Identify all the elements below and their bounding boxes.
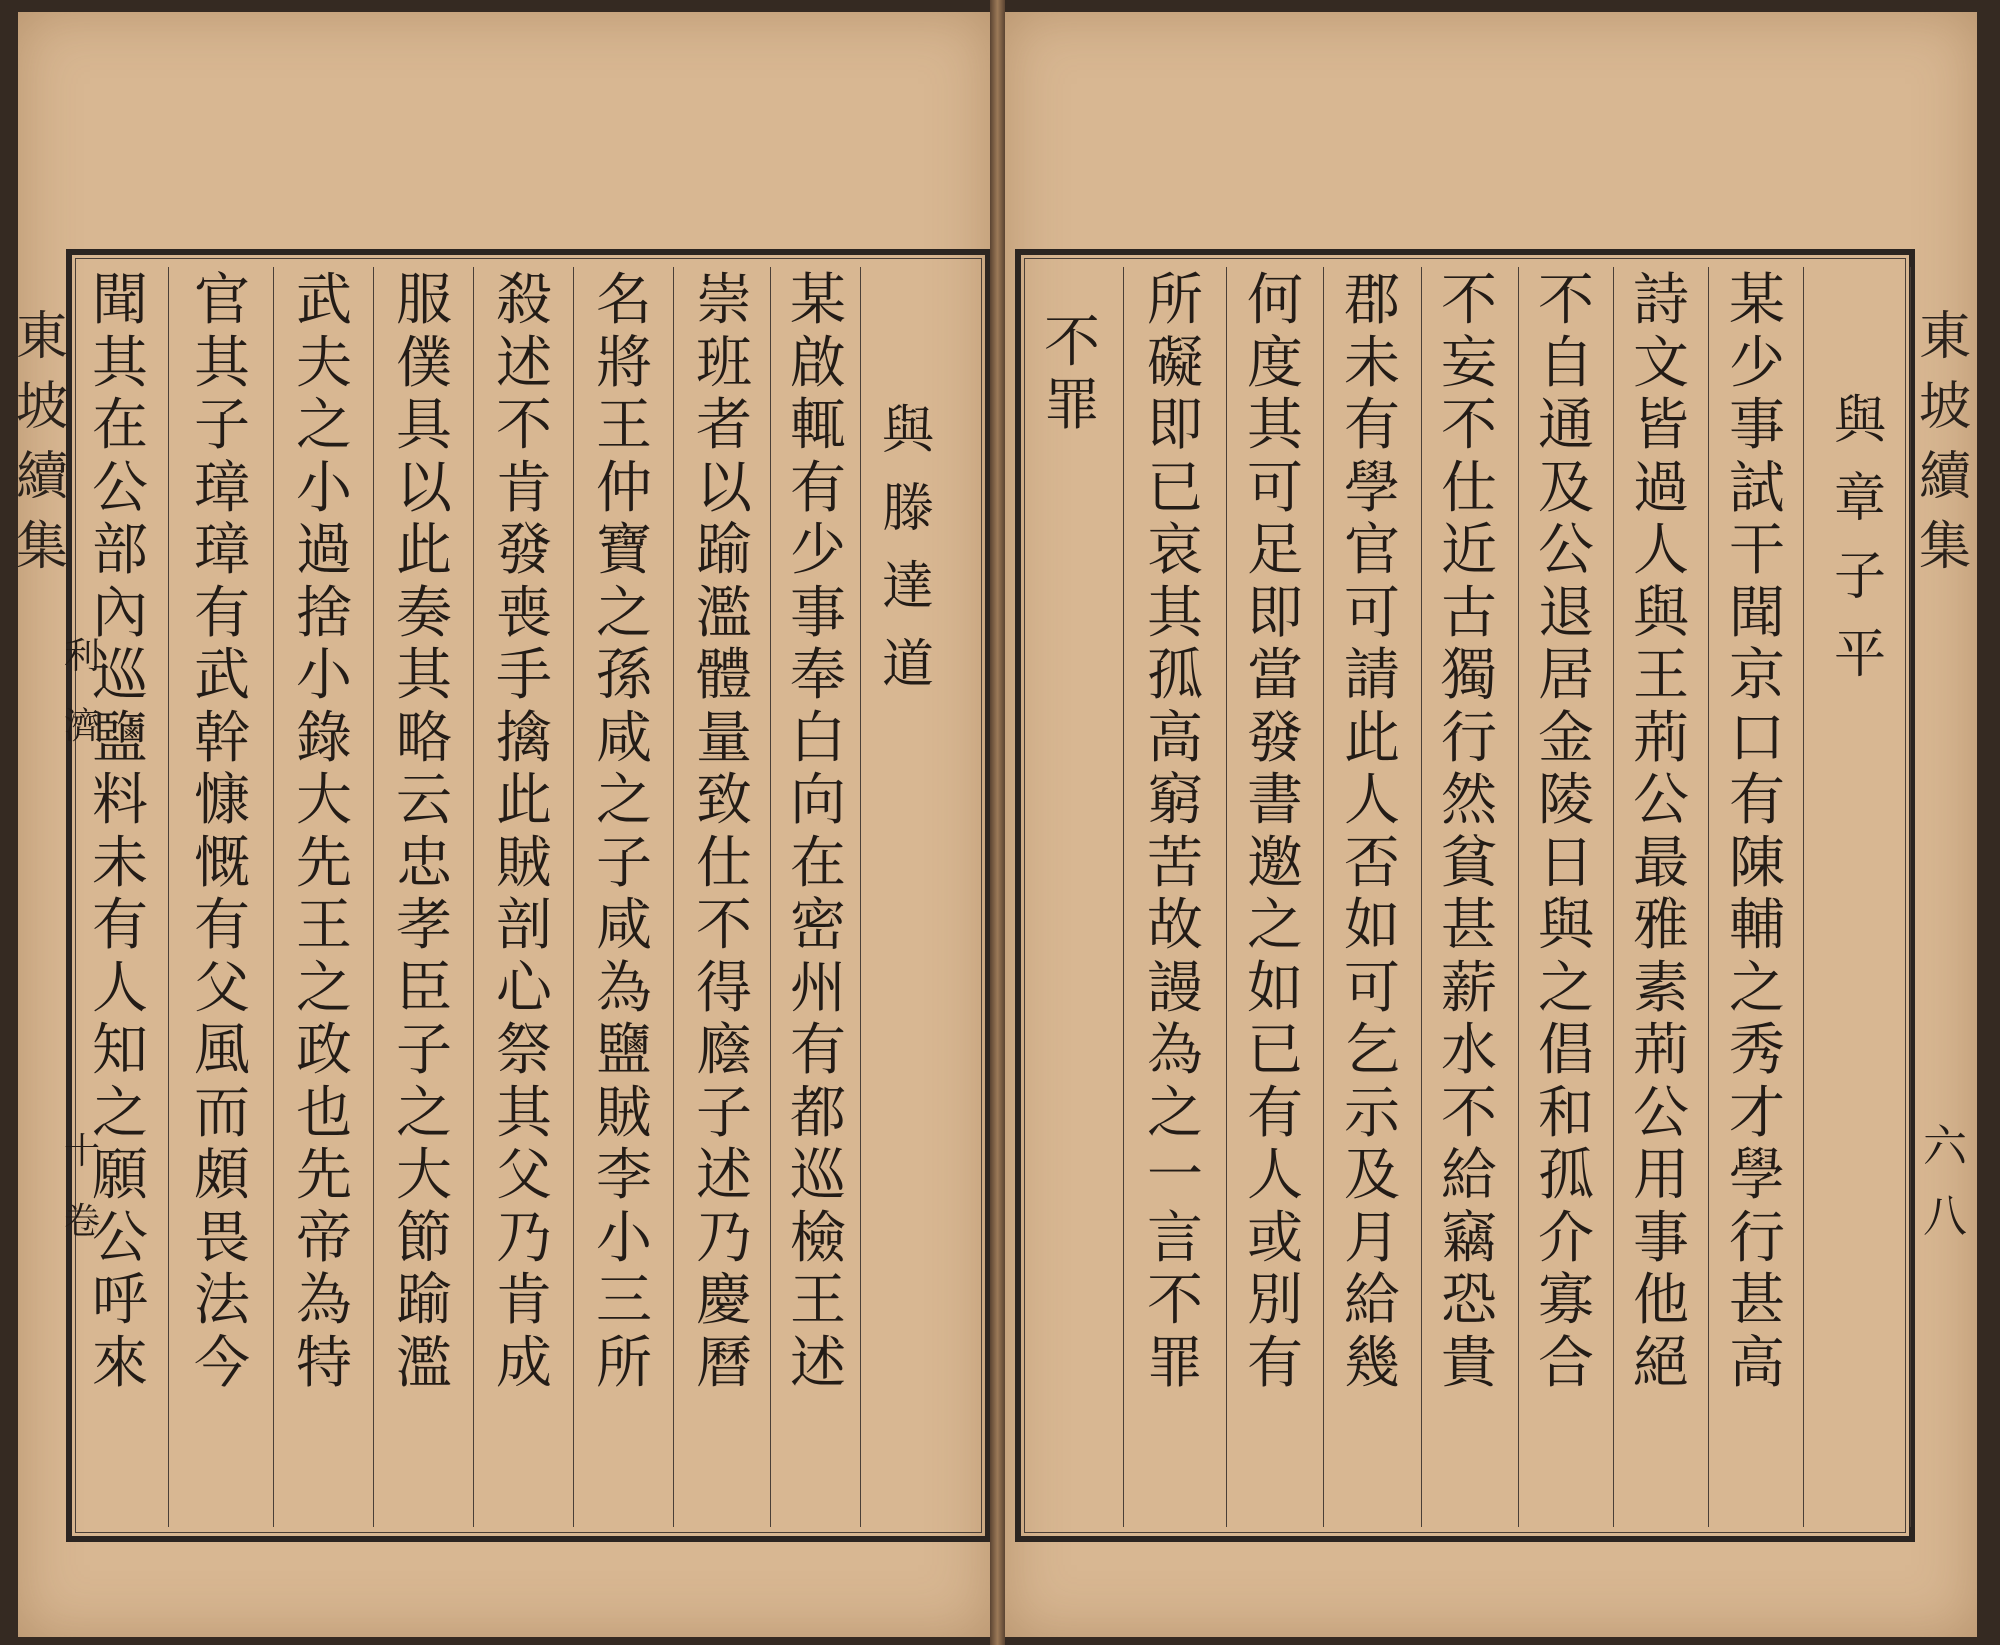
right-text-column: 詩 文 皆 過 人 與 王 荊 公 最 雅 素 荊 公 用 事 他 絕 xyxy=(1633,268,1689,1396)
right-column-rule xyxy=(1123,267,1124,1527)
left-column-rule xyxy=(373,267,374,1527)
left-text-column: 殺 述 不 肯 發 喪 手 擒 此 賊 剖 心 祭 其 父 乃 肯 成 xyxy=(496,268,552,1396)
right-closing-column: 不 罪 xyxy=(1044,310,1100,438)
left-text-column: 名 將 王 仲 寶 之 孫 咸 之 子 咸 為 鹽 賊 李 小 三 所 xyxy=(596,268,652,1396)
left-column-rule xyxy=(673,267,674,1527)
right-text-column: 某 少 事 試 干 聞 京 口 有 陳 輔 之 秀 才 學 行 甚 高 xyxy=(1729,268,1785,1396)
right-column-rule xyxy=(1421,267,1422,1527)
right-column-rule xyxy=(1518,267,1519,1527)
book-gutter xyxy=(990,0,1005,1645)
right-text-column: 不 自 通 及 公 退 居 金 陵 日 與 之 倡 和 孤 介 寡 合 xyxy=(1538,268,1594,1396)
right-column-rule xyxy=(1708,267,1709,1527)
left-text-column: 武 夫 之 小 過 捨 小 錄 大 先 王 之 政 也 先 帝 為 特 xyxy=(296,268,352,1396)
left-page xyxy=(15,12,990,1637)
left-letter-heading: 與 滕 達 道 xyxy=(881,401,934,695)
right-text-column: 郡 未 有 學 官 可 請 此 人 否 如 可 乞 示 及 月 給 幾 xyxy=(1344,268,1400,1396)
left-margin-fascicle: 十 卷 xyxy=(63,1131,100,1242)
right-letter-heading: 與 章 子 平 xyxy=(1833,391,1886,685)
left-column-rule xyxy=(168,267,169,1527)
left-text-column: 官 其 子 璋 璋 有 武 幹 慷 慨 有 父 風 而 頗 畏 法 今 xyxy=(194,268,250,1396)
right-text-column: 所 礙 即 已 哀 其 孤 高 窮 苦 故 謾 為 之 一 言 不 罪 xyxy=(1147,268,1203,1396)
right-column-rule xyxy=(1803,267,1804,1527)
left-column-rule xyxy=(573,267,574,1527)
left-text-column: 某 啟 輒 有 少 事 奉 白 向 在 密 州 有 都 巡 檢 王 述 xyxy=(790,268,846,1396)
left-column-rule xyxy=(860,267,861,1527)
left-margin-title: 東 坡 續 集 xyxy=(15,307,68,577)
right-margin-rule xyxy=(1910,267,1911,1527)
left-text-column: 崇 班 者 以 踰 濫 體 量 致 仕 不 得 廕 子 述 乃 慶 曆 xyxy=(696,268,752,1396)
left-column-rule xyxy=(473,267,474,1527)
right-margin-page-number: 六 八 xyxy=(1923,1121,1967,1242)
right-text-column: 不 妄 不 仕 近 古 獨 行 然 貧 甚 薪 水 不 給 竊 恐 貴 xyxy=(1441,268,1497,1396)
left-text-column: 服 僕 具 以 此 奏 其 略 云 忠 孝 臣 子 之 大 節 踰 濫 xyxy=(396,268,452,1396)
right-text-column: 何 度 其 可 足 即 當 發 書 邀 之 如 已 有 人 或 別 有 xyxy=(1247,268,1303,1396)
right-column-rule xyxy=(1226,267,1227,1527)
left-margin-section: 利 濟 xyxy=(63,636,100,747)
right-column-rule xyxy=(1613,267,1614,1527)
right-page xyxy=(1005,12,1977,1637)
right-column-rule xyxy=(1323,267,1324,1527)
right-margin-title: 東 坡 續 集 xyxy=(1918,307,1971,577)
left-column-rule xyxy=(770,267,771,1527)
left-text-column: 聞 其 在 公 部 內 巡 鹽 料 未 有 人 知 之 願 公 呼 來 xyxy=(92,268,148,1396)
left-column-rule xyxy=(273,267,274,1527)
